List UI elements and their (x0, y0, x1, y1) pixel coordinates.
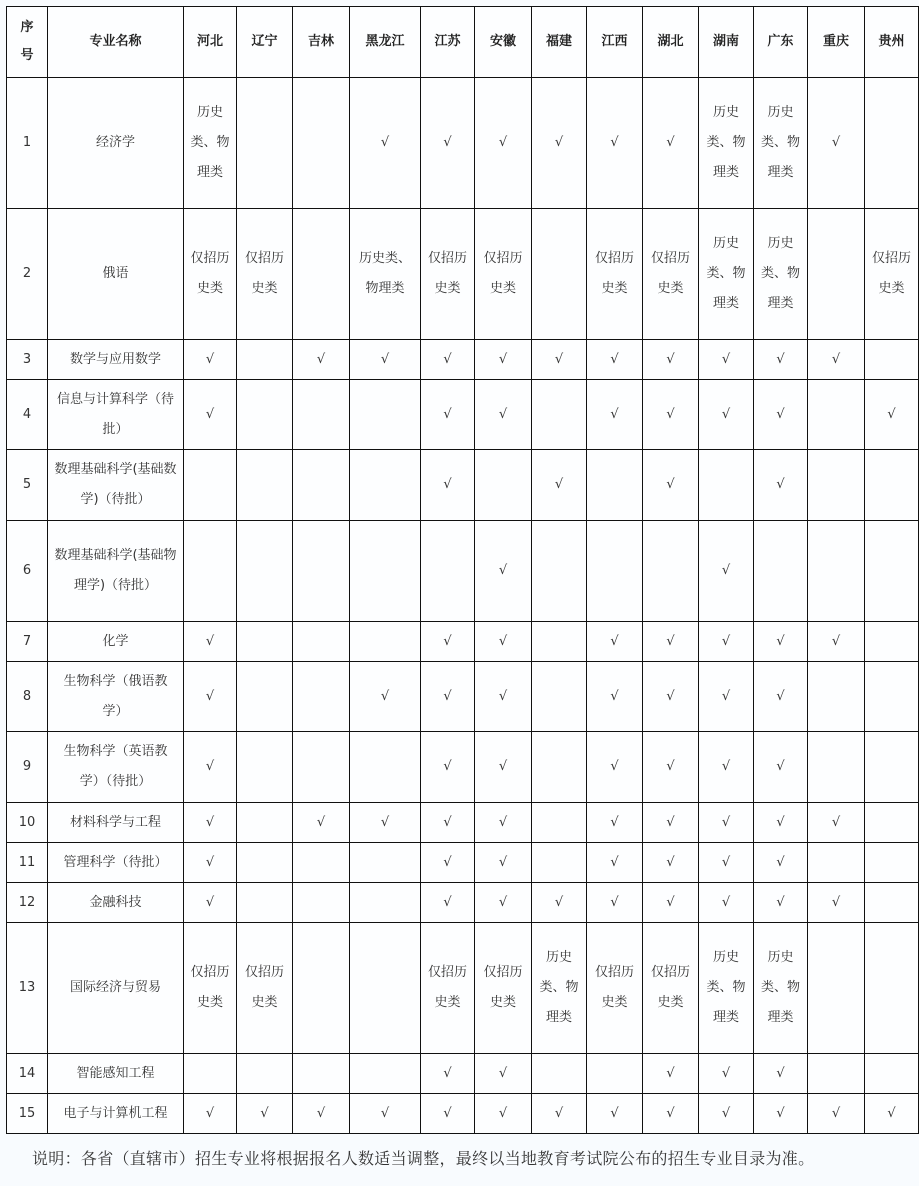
header-province: 湖南 (699, 7, 754, 78)
empty-cell (350, 923, 421, 1054)
major-name: 信息与计算科学（待批） (48, 380, 184, 450)
check-mark-icon: √ (421, 843, 475, 883)
empty-cell (237, 1054, 293, 1094)
check-mark-icon: √ (643, 883, 699, 923)
header-province: 黑龙江 (350, 7, 421, 78)
empty-cell (293, 662, 350, 732)
empty-cell (237, 883, 293, 923)
table-row (7, 78, 919, 209)
empty-cell (350, 883, 421, 923)
enrollment-category: 历史类、物理类 (699, 209, 754, 340)
check-mark-icon: √ (808, 1094, 865, 1134)
enrollment-category: 仅招历史类 (865, 209, 919, 340)
check-mark-icon: √ (475, 883, 532, 923)
table-body (7, 78, 919, 1134)
check-mark-icon: √ (184, 380, 237, 450)
major-name: 电子与计算机工程 (48, 1094, 184, 1134)
check-mark-icon: √ (699, 622, 754, 662)
empty-cell (350, 732, 421, 803)
check-mark-icon: √ (421, 803, 475, 843)
empty-cell (865, 803, 919, 843)
table-row (7, 1094, 919, 1134)
check-mark-icon: √ (754, 732, 808, 803)
major-name: 俄语 (48, 209, 184, 340)
check-mark-icon: √ (532, 340, 587, 380)
empty-cell (237, 622, 293, 662)
check-mark-icon: √ (184, 732, 237, 803)
check-mark-icon: √ (643, 803, 699, 843)
check-mark-icon: √ (754, 843, 808, 883)
enrollment-category: 仅招历史类 (237, 209, 293, 340)
check-mark-icon: √ (421, 883, 475, 923)
empty-cell (293, 732, 350, 803)
major-name: 智能感知工程 (48, 1054, 184, 1094)
major-name: 数理基础科学(基础物理学)（待批） (48, 521, 184, 622)
empty-cell (865, 843, 919, 883)
table-row (7, 209, 919, 340)
check-mark-icon: √ (754, 803, 808, 843)
enrollment-category: 历史类、物理类 (754, 78, 808, 209)
check-mark-icon: √ (587, 843, 643, 883)
check-mark-icon: √ (754, 380, 808, 450)
enrollment-category: 仅招历史类 (237, 923, 293, 1054)
check-mark-icon: √ (808, 622, 865, 662)
check-mark-icon: √ (293, 340, 350, 380)
empty-cell (754, 521, 808, 622)
empty-cell (237, 803, 293, 843)
empty-cell (865, 521, 919, 622)
check-mark-icon: √ (475, 732, 532, 803)
enrollment-category: 历史类、物理类 (350, 209, 421, 340)
empty-cell (184, 1054, 237, 1094)
empty-cell (865, 923, 919, 1054)
header-province: 江苏 (421, 7, 475, 78)
table-row (7, 883, 919, 923)
check-mark-icon: √ (754, 883, 808, 923)
enrollment-category: 仅招历史类 (587, 209, 643, 340)
check-mark-icon: √ (421, 78, 475, 209)
check-mark-icon: √ (754, 450, 808, 521)
empty-cell (865, 340, 919, 380)
check-mark-icon: √ (699, 803, 754, 843)
check-mark-icon: √ (421, 380, 475, 450)
check-mark-icon: √ (643, 340, 699, 380)
empty-cell (532, 209, 587, 340)
check-mark-icon: √ (184, 883, 237, 923)
check-mark-icon: √ (587, 622, 643, 662)
major-name: 生物科学（俄语教学） (48, 662, 184, 732)
empty-cell (293, 843, 350, 883)
row-index: 5 (7, 450, 48, 521)
check-mark-icon: √ (184, 843, 237, 883)
empty-cell (808, 843, 865, 883)
check-mark-icon: √ (350, 1094, 421, 1134)
check-mark-icon: √ (754, 340, 808, 380)
major-name: 数理基础科学(基础数学)（待批） (48, 450, 184, 521)
empty-cell (865, 1054, 919, 1094)
check-mark-icon: √ (475, 521, 532, 622)
check-mark-icon: √ (643, 732, 699, 803)
check-mark-icon: √ (643, 1054, 699, 1094)
empty-cell (643, 521, 699, 622)
empty-cell (237, 78, 293, 209)
empty-cell (293, 450, 350, 521)
enrollment-category: 仅招历史类 (421, 923, 475, 1054)
empty-cell (237, 843, 293, 883)
check-mark-icon: √ (808, 883, 865, 923)
table-row (7, 732, 919, 803)
empty-cell (532, 732, 587, 803)
check-mark-icon: √ (754, 662, 808, 732)
empty-cell (421, 521, 475, 622)
check-mark-icon: √ (237, 1094, 293, 1134)
major-name: 生物科学（英语教学）（待批） (48, 732, 184, 803)
check-mark-icon: √ (699, 1054, 754, 1094)
header-province: 江西 (587, 7, 643, 78)
empty-cell (293, 521, 350, 622)
empty-cell (865, 622, 919, 662)
enrollment-category: 历史类、物理类 (699, 923, 754, 1054)
check-mark-icon: √ (699, 883, 754, 923)
empty-cell (237, 732, 293, 803)
check-mark-icon: √ (699, 732, 754, 803)
enrollment-category: 仅招历史类 (184, 209, 237, 340)
check-mark-icon: √ (475, 1094, 532, 1134)
empty-cell (808, 732, 865, 803)
empty-cell (237, 521, 293, 622)
table-row (7, 803, 919, 843)
empty-cell (237, 380, 293, 450)
check-mark-icon: √ (475, 622, 532, 662)
check-mark-icon: √ (643, 380, 699, 450)
enrollment-category: 历史类、物理类 (532, 923, 587, 1054)
row-index: 6 (7, 521, 48, 622)
check-mark-icon: √ (475, 803, 532, 843)
row-index: 13 (7, 923, 48, 1054)
empty-cell (532, 622, 587, 662)
table-row (7, 380, 919, 450)
empty-cell (865, 450, 919, 521)
table-row (7, 521, 919, 622)
header-province: 河北 (184, 7, 237, 78)
check-mark-icon: √ (184, 340, 237, 380)
check-mark-icon: √ (421, 1054, 475, 1094)
row-index: 3 (7, 340, 48, 380)
enrollment-category: 仅招历史类 (587, 923, 643, 1054)
row-index: 12 (7, 883, 48, 923)
check-mark-icon: √ (808, 340, 865, 380)
empty-cell (237, 662, 293, 732)
check-mark-icon: √ (587, 883, 643, 923)
check-mark-icon: √ (532, 1094, 587, 1134)
empty-cell (532, 803, 587, 843)
empty-cell (293, 1054, 350, 1094)
check-mark-icon: √ (587, 803, 643, 843)
check-mark-icon: √ (808, 78, 865, 209)
header-province: 吉林 (293, 7, 350, 78)
table-row (7, 340, 919, 380)
enrollment-category: 仅招历史类 (643, 923, 699, 1054)
check-mark-icon: √ (184, 662, 237, 732)
table-row (7, 450, 919, 521)
enrollment-category: 历史类、物理类 (699, 78, 754, 209)
empty-cell (808, 1054, 865, 1094)
empty-cell (237, 340, 293, 380)
empty-cell (350, 380, 421, 450)
check-mark-icon: √ (643, 78, 699, 209)
table-row (7, 662, 919, 732)
major-name: 数学与应用数学 (48, 340, 184, 380)
empty-cell (475, 450, 532, 521)
row-index: 9 (7, 732, 48, 803)
row-index: 10 (7, 803, 48, 843)
check-mark-icon: √ (350, 340, 421, 380)
row-index: 4 (7, 380, 48, 450)
empty-cell (865, 883, 919, 923)
check-mark-icon: √ (587, 732, 643, 803)
check-mark-icon: √ (699, 380, 754, 450)
check-mark-icon: √ (699, 521, 754, 622)
major-name: 化学 (48, 622, 184, 662)
row-index: 1 (7, 78, 48, 209)
check-mark-icon: √ (532, 450, 587, 521)
check-mark-icon: √ (421, 450, 475, 521)
empty-cell (587, 450, 643, 521)
table-row (7, 622, 919, 662)
enrollment-category: 仅招历史类 (184, 923, 237, 1054)
header-province: 广东 (754, 7, 808, 78)
check-mark-icon: √ (754, 1094, 808, 1134)
empty-cell (865, 732, 919, 803)
check-mark-icon: √ (532, 883, 587, 923)
empty-cell (184, 521, 237, 622)
check-mark-icon: √ (643, 622, 699, 662)
check-mark-icon: √ (475, 78, 532, 209)
empty-cell (699, 450, 754, 521)
empty-cell (350, 843, 421, 883)
empty-cell (532, 521, 587, 622)
header-province: 贵州 (865, 7, 919, 78)
check-mark-icon: √ (643, 450, 699, 521)
check-mark-icon: √ (475, 380, 532, 450)
check-mark-icon: √ (421, 340, 475, 380)
check-mark-icon: √ (865, 1094, 919, 1134)
empty-cell (808, 662, 865, 732)
enrollment-majors-table (6, 6, 919, 1134)
empty-cell (808, 450, 865, 521)
enrollment-category: 历史类、物理类 (184, 78, 237, 209)
empty-cell (808, 521, 865, 622)
check-mark-icon: √ (293, 1094, 350, 1134)
check-mark-icon: √ (184, 622, 237, 662)
check-mark-icon: √ (754, 1054, 808, 1094)
table-row (7, 923, 919, 1054)
enrollment-category: 仅招历史类 (475, 923, 532, 1054)
check-mark-icon: √ (808, 803, 865, 843)
check-mark-icon: √ (699, 1094, 754, 1134)
empty-cell (808, 923, 865, 1054)
check-mark-icon: √ (643, 662, 699, 732)
row-index: 11 (7, 843, 48, 883)
empty-cell (293, 622, 350, 662)
row-index: 7 (7, 622, 48, 662)
empty-cell (587, 1054, 643, 1094)
header-province: 安徽 (475, 7, 532, 78)
check-mark-icon: √ (421, 662, 475, 732)
header-province: 辽宁 (237, 7, 293, 78)
enrollment-category: 历史类、物理类 (754, 209, 808, 340)
empty-cell (808, 380, 865, 450)
check-mark-icon: √ (587, 340, 643, 380)
empty-cell (532, 380, 587, 450)
empty-cell (350, 622, 421, 662)
check-mark-icon: √ (754, 622, 808, 662)
header-province: 福建 (532, 7, 587, 78)
check-mark-icon: √ (421, 1094, 475, 1134)
check-mark-icon: √ (587, 1094, 643, 1134)
check-mark-icon: √ (475, 340, 532, 380)
check-mark-icon: √ (350, 662, 421, 732)
header-index: 序号 (7, 7, 48, 78)
header-province: 重庆 (808, 7, 865, 78)
empty-cell (293, 78, 350, 209)
major-name: 经济学 (48, 78, 184, 209)
check-mark-icon: √ (532, 78, 587, 209)
check-mark-icon: √ (865, 380, 919, 450)
check-mark-icon: √ (699, 843, 754, 883)
header-major: 专业名称 (48, 7, 184, 78)
check-mark-icon: √ (587, 78, 643, 209)
check-mark-icon: √ (587, 380, 643, 450)
footnote: 说明：各省（直辖市）招生专业将根据报名人数适当调整，最终以当地教育考试院公布的招生专业目录为准。 (32, 1149, 815, 1168)
major-name: 金融科技 (48, 883, 184, 923)
major-name: 材料科学与工程 (48, 803, 184, 843)
empty-cell (865, 662, 919, 732)
empty-cell (865, 78, 919, 209)
table-row (7, 1054, 919, 1094)
empty-cell (350, 450, 421, 521)
check-mark-icon: √ (587, 662, 643, 732)
row-index: 2 (7, 209, 48, 340)
major-name: 国际经济与贸易 (48, 923, 184, 1054)
check-mark-icon: √ (475, 662, 532, 732)
check-mark-icon: √ (350, 803, 421, 843)
enrollment-category: 仅招历史类 (421, 209, 475, 340)
empty-cell (293, 209, 350, 340)
enrollment-category: 仅招历史类 (643, 209, 699, 340)
check-mark-icon: √ (699, 662, 754, 732)
header-province: 湖北 (643, 7, 699, 78)
check-mark-icon: √ (643, 843, 699, 883)
major-name: 管理科学（待批） (48, 843, 184, 883)
row-index: 8 (7, 662, 48, 732)
check-mark-icon: √ (421, 622, 475, 662)
check-mark-icon: √ (699, 340, 754, 380)
empty-cell (532, 1054, 587, 1094)
empty-cell (350, 1054, 421, 1094)
enrollment-category: 仅招历史类 (475, 209, 532, 340)
empty-cell (532, 662, 587, 732)
empty-cell (293, 883, 350, 923)
check-mark-icon: √ (184, 803, 237, 843)
empty-cell (293, 923, 350, 1054)
empty-cell (237, 450, 293, 521)
check-mark-icon: √ (643, 1094, 699, 1134)
check-mark-icon: √ (475, 1054, 532, 1094)
empty-cell (184, 450, 237, 521)
empty-cell (350, 521, 421, 622)
table-row (7, 843, 919, 883)
check-mark-icon: √ (293, 803, 350, 843)
check-mark-icon: √ (350, 78, 421, 209)
enrollment-category: 历史类、物理类 (754, 923, 808, 1054)
check-mark-icon: √ (421, 732, 475, 803)
row-index: 15 (7, 1094, 48, 1134)
check-mark-icon: √ (184, 1094, 237, 1134)
empty-cell (808, 209, 865, 340)
empty-cell (293, 380, 350, 450)
check-mark-icon: √ (475, 843, 532, 883)
empty-cell (587, 521, 643, 622)
table-header-row (7, 7, 919, 78)
row-index: 14 (7, 1054, 48, 1094)
empty-cell (532, 843, 587, 883)
